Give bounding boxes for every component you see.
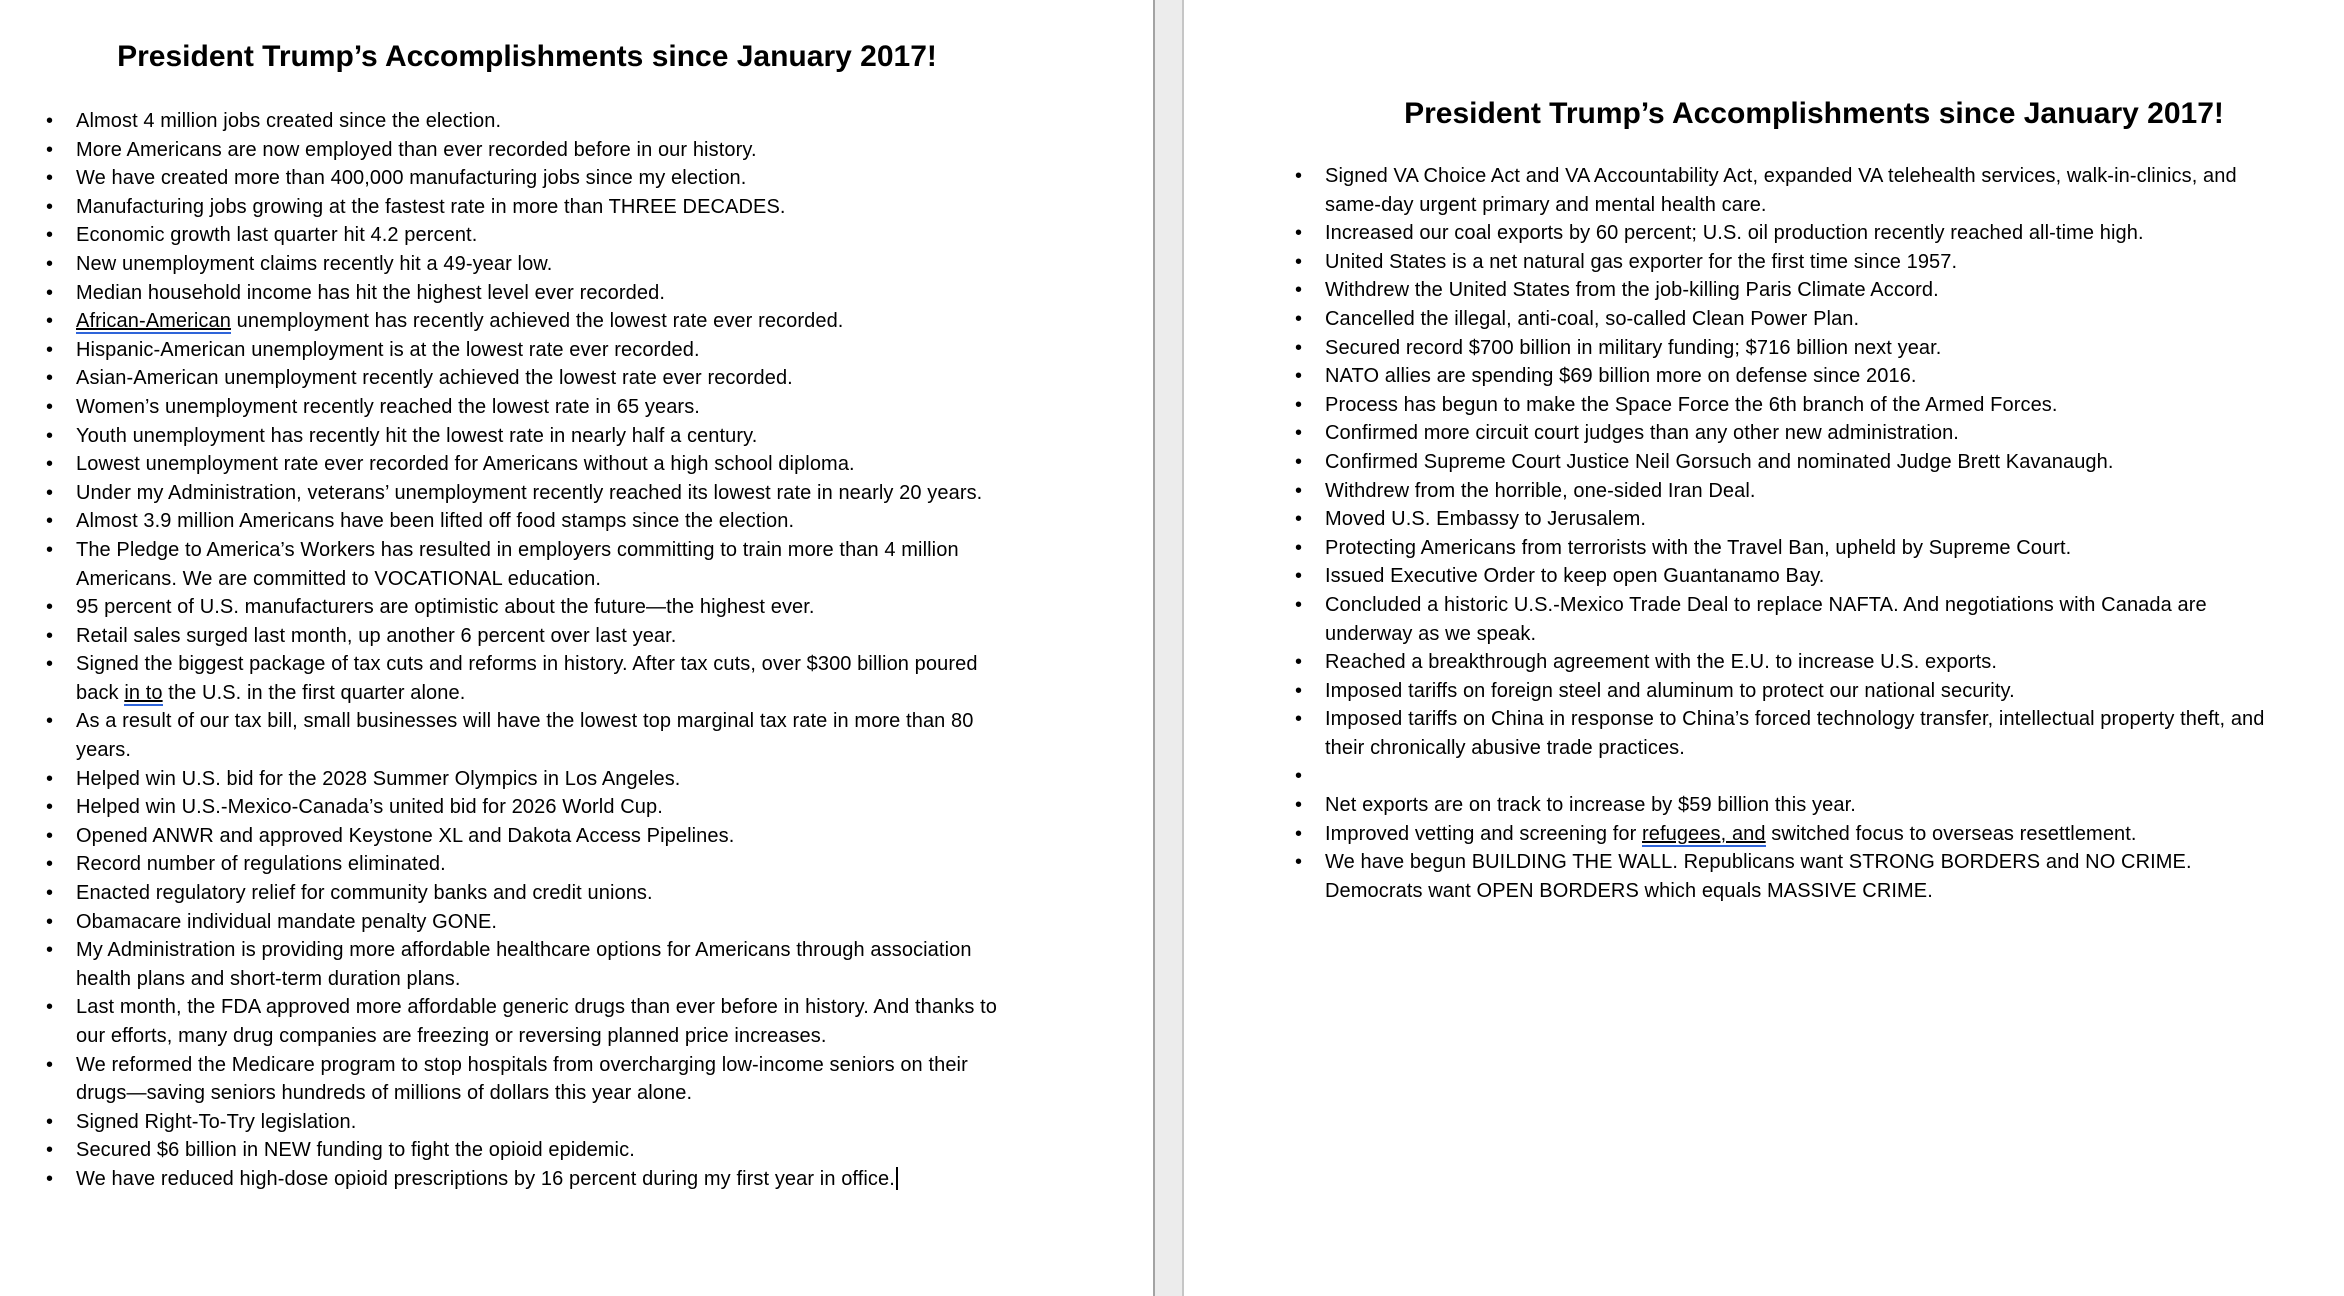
bullet-text: Opened ANWR and approved Keystone XL and Dakota Access Pipelines.: [76, 824, 735, 847]
bullet-text: Process has begun to make the Space Force the 6th branch of the Armed Forces.: [1325, 393, 2058, 416]
bullet-text: We have begun BUILDING THE WALL. Republicans want STRONG BORDERS and NO CRIME. Democrats want OPEN BORDERS which equals MASSIVE CRIME.: [1325, 851, 2192, 902]
list-item[interactable]: [1293, 477, 2265, 506]
list-item[interactable]: [44, 622, 1016, 651]
list-item[interactable]: [44, 1108, 1016, 1137]
bullet-text: Imposed tariffs on China in response to China’s forced technology transfer, intellectual property theft, and their chronically abusive trade practices.: [1325, 708, 2265, 759]
document-page-1[interactable]: [0, 0, 1153, 1296]
list-item[interactable]: [44, 107, 1016, 136]
bullet-text: Enacted regulatory relief for community banks and credit unions.: [76, 882, 653, 905]
list-item[interactable]: [1293, 334, 2265, 363]
bullet-text: Record number of regulations eliminated.: [76, 853, 446, 876]
bullet-text: Women’s unemployment recently reached the lowest rate in 65 years.: [76, 395, 700, 418]
bullet-text: Signed Right-To-Try legislation.: [76, 1110, 357, 1133]
list-item[interactable]: [44, 1051, 1016, 1108]
bullet-text: Concluded a historic U.S.-Mexico Trade Deal to replace NAFTA. And negotiations with Canada are underway as we speak.: [1325, 593, 2207, 645]
bullet-text: Confirmed Supreme Court Justice Neil Gorsuch and nominated Judge Brett Kavanaugh.: [1325, 450, 2114, 473]
bullet-text: Protecting Americans from terrorists with the Travel Ban, upheld by Supreme Court.: [1325, 536, 2072, 559]
bullet-text: Reached a breakthrough agreement with the E.U. to increase U.S. exports.: [1325, 651, 1998, 674]
bullet-text: My Administration is providing more affordable healthcare options for Americans through association health plans and short-term duration plans.: [76, 939, 972, 990]
list-item[interactable]: [44, 279, 1016, 308]
list-item[interactable]: [44, 193, 1016, 222]
list-item[interactable]: [44, 993, 1016, 1050]
bullet-text: Almost 3.9 million Americans have been lifted off food stamps since the election.: [76, 510, 795, 533]
grammar-suggestion-underline: in to: [124, 681, 163, 704]
list-item[interactable]: [44, 450, 1016, 479]
list-item[interactable]: [44, 221, 1016, 250]
page-gap-divider: [1153, 0, 1184, 1296]
list-item[interactable]: [44, 822, 1016, 851]
list-item[interactable]: [44, 479, 1016, 508]
list-item[interactable]: [1293, 505, 2265, 534]
list-item[interactable]: [1293, 534, 2265, 563]
list-item[interactable]: [44, 793, 1016, 822]
list-item[interactable]: [44, 336, 1016, 365]
list-item[interactable]: [1293, 391, 2265, 420]
list-item[interactable]: [44, 707, 1016, 764]
bullet-text: We have created more than 400,000 manufacturing jobs since my election.: [76, 167, 747, 190]
bullet-text: We reformed the Medicare program to stop hospitals from overcharging low-income seniors on their drugs—saving seniors hundreds of millions of dollars this year alone.: [76, 1053, 968, 1105]
bullet-text: New unemployment claims recently hit a 49-year low.: [76, 252, 553, 275]
list-item[interactable]: [44, 1165, 1016, 1194]
list-item[interactable]: [1293, 848, 2265, 905]
bullet-text: Net exports are on track to increase by $59 billion this year.: [1325, 794, 1856, 817]
list-item[interactable]: [1293, 448, 2265, 477]
list-item[interactable]: [44, 393, 1016, 422]
bullet-text: Almost 4 million jobs created since the election.: [76, 110, 502, 132]
list-item[interactable]: [44, 765, 1016, 794]
bullet-text: 95 percent of U.S. manufacturers are optimistic about the future—the highest ever.: [76, 596, 815, 619]
list-item[interactable]: [44, 593, 1016, 622]
bullet-text: Imposed tariffs on foreign steel and aluminum to protect our national security.: [1325, 679, 2015, 702]
list-item[interactable]: [1293, 419, 2265, 448]
bullet-text: Increased our coal exports by 60 percent; U.S. oil production recently reached all-time high.: [1325, 222, 2144, 245]
list-item[interactable]: [44, 422, 1016, 451]
bullet-text: As a result of our tax bill, small businesses will have the lowest top marginal tax rate in more than 80 years.: [76, 710, 974, 762]
list-item[interactable]: [1293, 562, 2265, 591]
list-item[interactable]: [1293, 162, 2265, 219]
bullet-text: Median household income has hit the highest level ever recorded.: [76, 281, 665, 304]
list-item[interactable]: [1293, 276, 2265, 305]
bullet-text: Youth unemployment has recently hit the lowest rate in nearly half a century.: [76, 424, 758, 447]
bullet-text: Confirmed more circuit court judges than any other new administration.: [1325, 422, 1959, 445]
bullet-text: Asian-American unemployment recently achieved the lowest rate ever recorded.: [76, 367, 793, 390]
bullet-text: Under my Administration, veterans’ unemployment recently reached its lowest rate in nearly 20 years.: [76, 481, 983, 504]
bullet-text: Retail sales surged last month, up another 6 percent over last year.: [76, 624, 677, 647]
list-item[interactable]: [1293, 791, 2265, 820]
list-item[interactable]: [1293, 248, 2265, 277]
bullet-text: Hispanic-American unemployment is at the lowest rate ever recorded.: [76, 338, 700, 361]
bullet-list: [1293, 162, 2265, 905]
list-item[interactable]: [44, 136, 1016, 165]
bullet-text: NATO allies are spending $69 billion more on defense since 2016.: [1325, 365, 1917, 388]
bullet-text: Obamacare individual mandate penalty GONE.: [76, 910, 498, 933]
bullet-text: Last month, the FDA approved more affordable generic drugs than ever before in history. And thanks to our efforts, many drug companies are freezing or reversing planned price increases.: [76, 996, 998, 1047]
list-item[interactable]: [44, 1136, 1016, 1165]
list-item[interactable]: [44, 307, 1016, 336]
list-item[interactable]: [1293, 591, 2265, 648]
list-item[interactable]: [44, 650, 1016, 707]
bullet-text: Secured record $700 billion in military funding; $716 billion next year.: [1325, 336, 1942, 359]
list-item[interactable]: [44, 364, 1016, 393]
list-item[interactable]: [1293, 219, 2265, 248]
list-item[interactable]: [1293, 648, 2265, 677]
list-item[interactable]: [44, 507, 1016, 536]
bullet-text: The Pledge to America’s Workers has resulted in employers committing to train more than 4 million Americans. We are committed to VOCATIONAL education.: [76, 538, 959, 590]
list-item[interactable]: [44, 936, 1016, 993]
grammar-suggestion-underline: refugees, and: [1642, 822, 1766, 845]
bullet-text: African-American unemployment has recently achieved the lowest rate ever recorded.: [76, 310, 844, 333]
bullet-list: [44, 107, 1016, 1194]
bullet-text: More Americans are now employed than ever recorded before in our history.: [76, 138, 757, 161]
bullet-text: Improved vetting and screening for refugees, and switched focus to overseas resettlement.: [1325, 822, 2137, 845]
document-page-2[interactable]: [1184, 0, 2344, 1296]
list-item[interactable]: [1293, 705, 2265, 762]
list-item[interactable]: [44, 250, 1016, 279]
list-item[interactable]: [1293, 820, 2265, 849]
bullet-text: Signed VA Choice Act and VA Accountability Act, expanded VA telehealth services, walk-in-clinics, and same-day urgent primary and mental health care.: [1325, 165, 2237, 216]
list-item[interactable]: [44, 908, 1016, 937]
list-item[interactable]: [44, 850, 1016, 879]
grammar-suggestion-underline: African-American: [76, 310, 231, 333]
list-item[interactable]: [1293, 305, 2265, 334]
page-title[interactable]: President Trump’s Accomplishments since January 2017!: [117, 40, 937, 73]
bullet-text: Secured $6 billion in NEW funding to fight the opioid epidemic.: [76, 1139, 635, 1162]
page-title[interactable]: President Trump’s Accomplishments since January 2017!: [1404, 97, 2224, 130]
list-item[interactable]: [1293, 677, 2265, 706]
list-item[interactable]: [44, 164, 1016, 193]
bullet-text: Signed the biggest package of tax cuts and reforms in history. After tax cuts, over $300 billion poured back in to the U.S. in the first quarter alone.: [76, 653, 978, 704]
list-item[interactable]: [1293, 762, 2265, 791]
bullet-text: Moved U.S. Embassy to Jerusalem.: [1325, 508, 1647, 531]
bullet-text: Helped win U.S. bid for the 2028 Summer Olympics in Los Angeles.: [76, 767, 681, 790]
list-item[interactable]: [44, 879, 1016, 908]
bullet-text: United States is a net natural gas exporter for the first time since 1957.: [1325, 250, 1958, 273]
text-cursor: [896, 1167, 898, 1190]
list-item[interactable]: [44, 536, 1016, 593]
bullet-text: Economic growth last quarter hit 4.2 percent.: [76, 224, 478, 247]
bullet-text: Withdrew from the horrible, one-sided Iran Deal.: [1325, 479, 1756, 502]
list-item[interactable]: [1293, 362, 2265, 391]
bullet-text: Manufacturing jobs growing at the fastest rate in more than THREE DECADES.: [76, 195, 786, 218]
bullet-text: We have reduced high-dose opioid prescriptions by 16 percent during my first year in office.: [76, 1167, 895, 1190]
bullet-text: Issued Executive Order to keep open Guantanamo Bay.: [1325, 565, 1825, 588]
bullet-text: Lowest unemployment rate ever recorded for Americans without a high school diploma.: [76, 453, 855, 476]
bullet-text: Withdrew the United States from the job-killing Paris Climate Accord.: [1325, 279, 1939, 302]
bullet-text: Cancelled the illegal, anti-coal, so-called Clean Power Plan.: [1325, 307, 1860, 330]
bullet-text: Helped win U.S.-Mexico-Canada’s united bid for 2026 World Cup.: [76, 796, 663, 819]
